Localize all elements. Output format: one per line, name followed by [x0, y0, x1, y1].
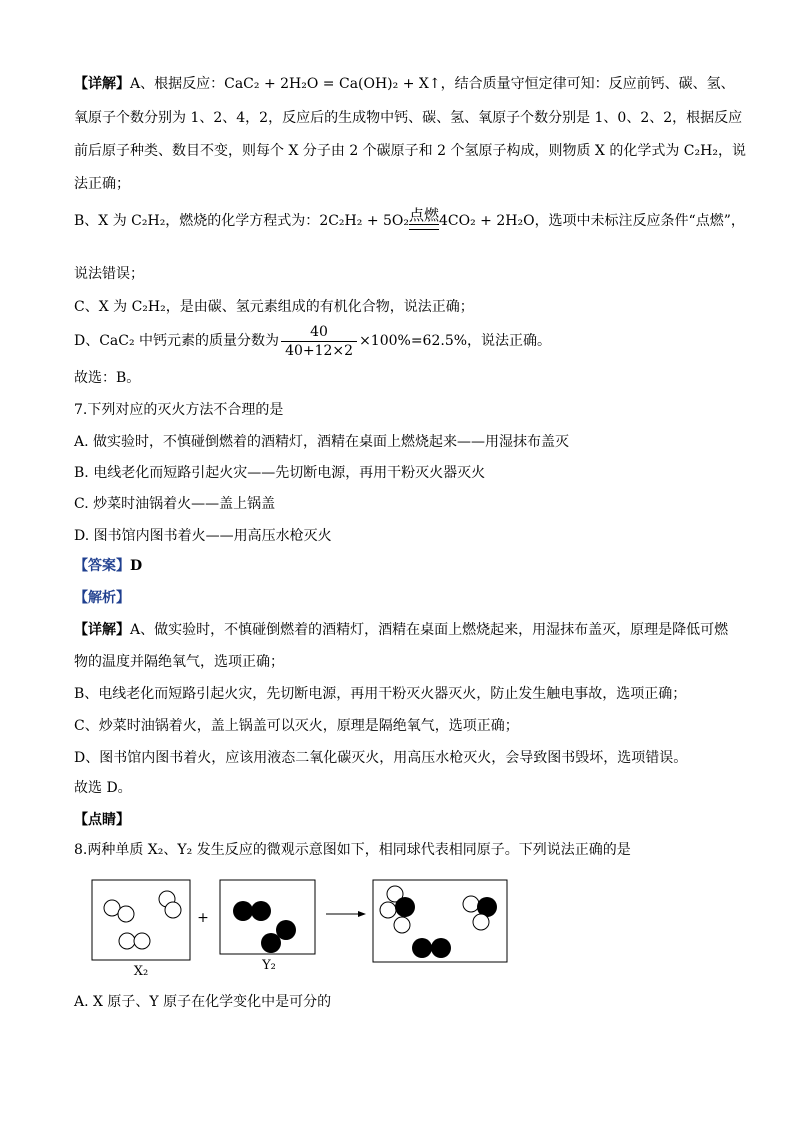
x-atom	[118, 906, 134, 922]
y2-label: Y₂	[262, 958, 276, 973]
plus-sign: +	[197, 910, 209, 926]
y-atom	[233, 901, 253, 921]
q7-answer: 【答案】D	[74, 558, 143, 574]
analysis-line-6: 说法错误；	[74, 266, 144, 282]
detail-tag: 【详解】	[74, 622, 130, 638]
analysis-line-7: C、X 为 C₂H₂，是由碳、氢元素组成的有机化合物，说法正确；	[74, 299, 474, 315]
reaction-condition: 点燃	[409, 207, 439, 236]
y-atom	[395, 897, 415, 917]
q7-detail-1: 【详解】A、做实验时，不慎碰倒燃着的酒精灯，酒精在桌面上燃烧起来，用湿抹布盖灭，原理是降低可燃	[74, 622, 729, 638]
q8-option-a: A. X 原子、Y 原子在化学变化中是可分的	[74, 994, 332, 1010]
detail-tag: 【详解】	[74, 76, 130, 92]
x-atom	[134, 933, 150, 949]
reaction-diagram	[90, 876, 530, 984]
q7-stem: 7.下列对应的灭火方法不合理的是	[74, 402, 284, 418]
q7-detail-6: 故选 D。	[74, 780, 132, 796]
y-atom	[431, 938, 451, 958]
q7-option-b: B. 电线老化而短路引起火灾——先切断电源，再用干粉灭火器灭火	[74, 465, 486, 481]
analysis-line-9: 故选：B。	[74, 370, 141, 386]
q7-option-d: D. 图书馆内图书着火——用高压水枪灭火	[74, 528, 332, 544]
q7-option-c: C. 炒菜时油锅着火——盖上锅盖	[74, 496, 276, 512]
arrow-head	[358, 911, 366, 917]
y-atom	[276, 920, 296, 940]
equation-2-rhs: 4CO₂ + 2H₂O	[439, 213, 535, 229]
equals-bar	[409, 224, 439, 230]
q7-option-a: A. 做实验时，不慎碰倒燃着的酒精灯，酒精在桌面上燃烧起来——用湿抹布盖灭	[74, 434, 570, 450]
analysis-line-1: 【详解】A、根据反应：CaC₂ + 2H₂O = Ca(OH)₂ + X↑，结合质量守恒定律可知：反应前钙、碳、氢、	[74, 76, 735, 92]
jiexi-tag: 【解析】	[74, 590, 130, 606]
x2-label: X₂	[133, 964, 149, 979]
mass-fraction: $\frac{40}{40+12\times 2}$	[281, 323, 357, 360]
q7-detail-5: D、图书馆内图书着火，应该用液态二氧化碳灭火，用高压水枪灭火，会导致图书毁坏，选项错误。	[74, 750, 688, 766]
equation-1: CaC₂ + 2H₂O = Ca(OH)₂ + X↑	[224, 76, 441, 92]
equation-2-lhs: 2C₂H₂ + 5O₂	[319, 213, 409, 229]
x-atom	[380, 902, 396, 918]
y-atom	[412, 938, 432, 958]
q7-detail-2: 物的温度并隔绝氧气，选项正确；	[74, 654, 284, 670]
analysis-line-2: 氧原子个数分别为 1、2、4，2，反应后的生成物中钙、碳、氢、氧原子个数分别是 1、0、2、2，根据反应	[74, 110, 743, 126]
analysis-line-4: 法正确；	[74, 176, 130, 192]
q7-detail-4: C、炒菜时油锅着火，盖上锅盖可以灭火，原理是隔绝氧气，选项正确；	[74, 718, 519, 734]
y-atom	[251, 901, 271, 921]
x-atom	[394, 917, 410, 933]
dianjing-tag: 【点睛】	[74, 812, 130, 828]
analysis-line-3: 前后原子种类、数目不变，则每个 X 分子由 2 个碳原子和 2 个氢原子构成，则物质 X 的化学式为 C₂H₂，说	[74, 143, 746, 159]
x-atom	[165, 902, 181, 918]
x-atom	[119, 933, 135, 949]
x-atom	[473, 914, 489, 930]
q8-stem: 8.两种单质 X₂、Y₂ 发生反应的微观示意图如下，相同球代表相同原子。下列说法正确的是	[74, 842, 631, 858]
x-atom	[463, 896, 479, 912]
answer-tag: 【答案】	[74, 558, 130, 574]
q7-detail-3: B、电线老化而短路引起火灾，先切断电源，再用干粉灭火器灭火，防止发生触电事故，选项正确；	[74, 686, 687, 702]
analysis-line-8: D、CaC₂ 中钙元素的质量分数为 $\frac{40}{40+12\times 2}$ ×100%=62.5%，说法正确。	[74, 323, 552, 359]
analysis-line-5: B、X 为 C₂H₂，燃烧的化学方程式为：2C₂H₂ + 5O₂ 点燃 4CO₂ + 2H₂O，选项中未标注反应条件“点燃”，	[74, 206, 745, 236]
